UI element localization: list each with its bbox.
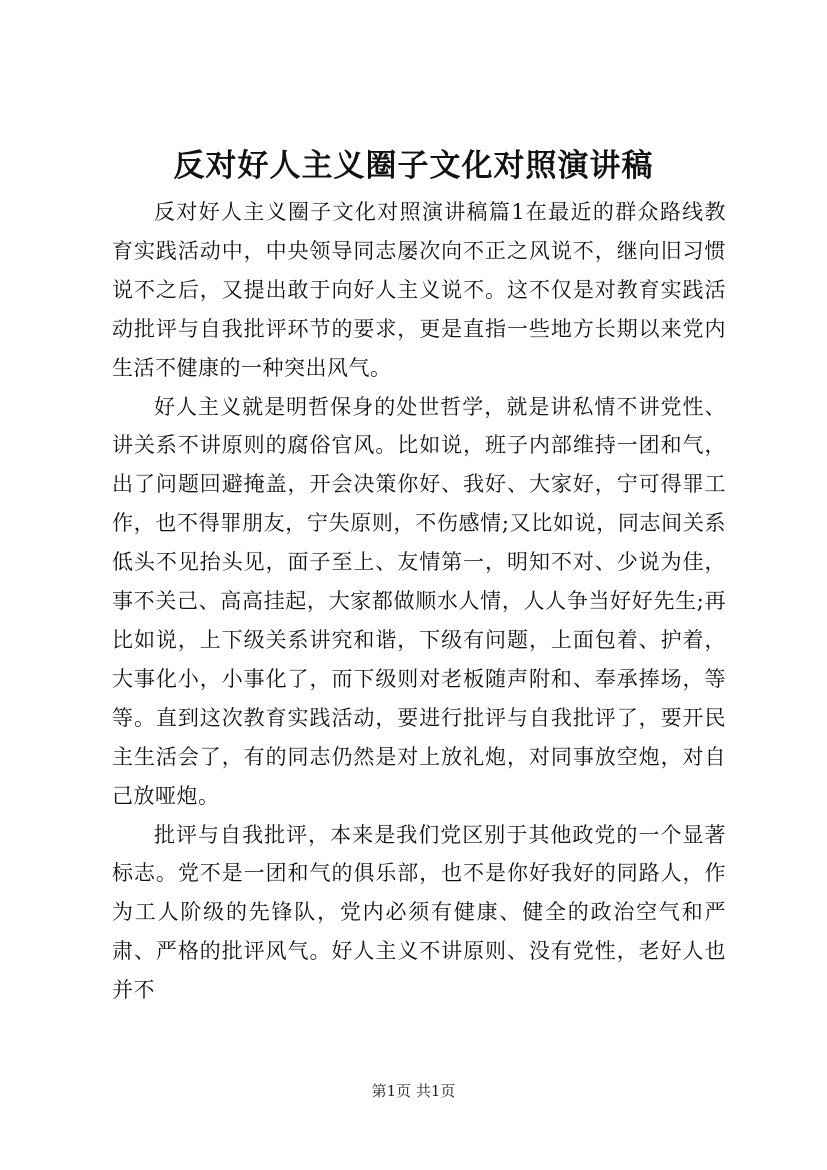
page-number-footer: 第1页 共1页 [371, 1082, 456, 1100]
paragraph-3: 批评与自我批评，本来是我们党区别于其他政党的一个显著标志。党不是一团和气的俱乐部，也不是你好我好的同路人，作为工人阶级的先锋队，党内必须有健康、健全的政治空气和严肃、严格的批评风气。好人主义不讲原则、没有党性，老好人也并不 [112, 822, 726, 1003]
paragraph-2: 好人主义就是明哲保身的处世哲学，就是讲私情不讲党性、讲关系不讲原则的腐俗官风。比如说，班子内部维持一团和气，出了问题回避掩盖，开会决策你好、我好、大家好，宁可得罪工作，也不得罪朋友，宁失原则，不伤感情;又比如说，同志间关系低头不见抬头见，面子至上、友情第一，明知不对、少说为佳，事不关己、高高挂起，大家都做顺水人情，人人争当好好先生;再比如说，上下级关系讲究和谐，下级有问题，上面包着、护着，大事化小，小事化了，而下级则对老板随声附和、奉承捧场，等等。直到这次教育实践活动，要进行批评与自我批评了，要开民主生活会了，有的同志仍然是对上放礼炮，对同事放空炮，对自己放哑炮。 [112, 394, 726, 808]
paragraph-1: 反对好人主义圈子文化对照演讲稿篇1在最近的群众路线教育实践活动中，中央领导同志屡次向不正之风说不，继向旧习惯说不之后，又提出敢于向好人主义说不。这不仅是对教育实践活动批评与自我批评环节的要求，更是直指一些地方长期以来党内生活不健康的一种突出风气。 [112, 200, 726, 380]
document-title: 反对好人主义圈子文化对照演讲稿 [173, 148, 654, 184]
document-body [112, 193, 726, 1010]
